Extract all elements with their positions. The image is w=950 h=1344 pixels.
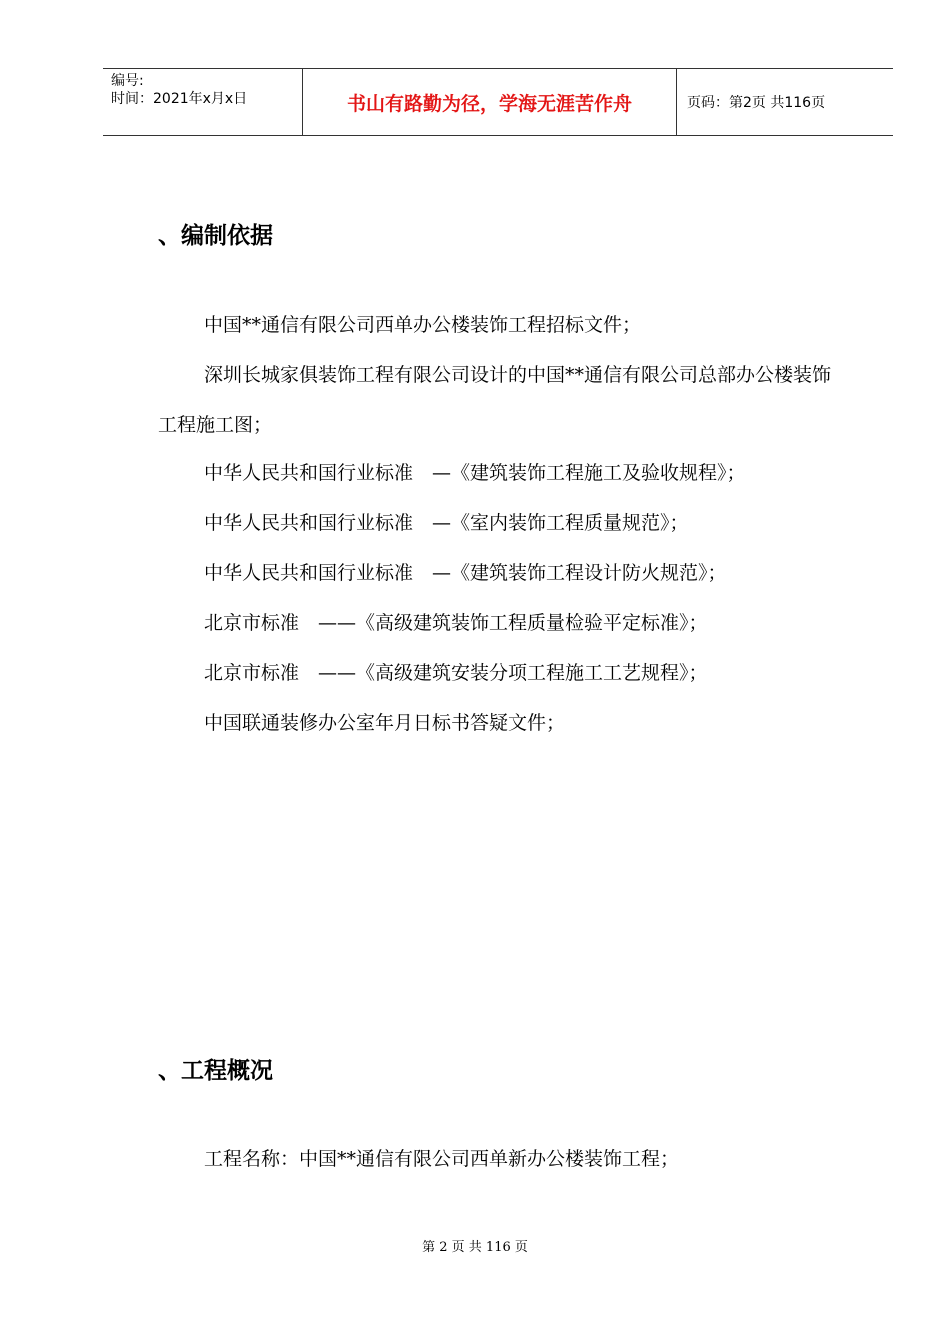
section-heading-basis: 、编制依据 — [158, 223, 273, 249]
header-meta-cell — [103, 69, 303, 135]
paragraph: 中华人民共和国行业标准 —《建筑装饰工程设计防火规范》； — [204, 562, 727, 584]
paragraph: 深圳长城家俱装饰工程有限公司设计的中国**通信有限公司总部办公楼装饰工程施工图； — [158, 364, 832, 436]
header-page-code: 页码：第2页 共116页 — [687, 95, 826, 111]
paragraph: 中国**通信有限公司西单办公楼装饰工程招标文件； — [204, 314, 642, 336]
paragraph: 中华人民共和国行业标准 —《建筑装饰工程施工及验收规程》； — [204, 462, 746, 484]
paragraph: 中华人民共和国行业标准 —《室内装饰工程质量规范》； — [204, 512, 689, 534]
paragraph: 中国联通装修办公室年月日标书答疑文件； — [204, 712, 566, 734]
header-motto: 书山有路勤为径，学海无涯苦作舟 — [303, 69, 677, 135]
page-footer: 第 2 页 共 116 页 — [422, 1240, 528, 1255]
page-header — [103, 68, 893, 136]
section-heading-overview: 、工程概况 — [158, 1058, 273, 1084]
document-number-label: 编号: — [111, 73, 144, 89]
paragraph: 北京市标准 ——《高级建筑装饰工程质量检验平定标准》； — [204, 612, 708, 634]
paragraph: 工程名称：中国**通信有限公司西单新办公楼装饰工程； — [204, 1148, 680, 1170]
document-time-label: 时间：2021年x月x日 — [111, 91, 248, 107]
paragraph: 北京市标准 ——《高级建筑安装分项工程施工工艺规程》； — [204, 662, 708, 684]
